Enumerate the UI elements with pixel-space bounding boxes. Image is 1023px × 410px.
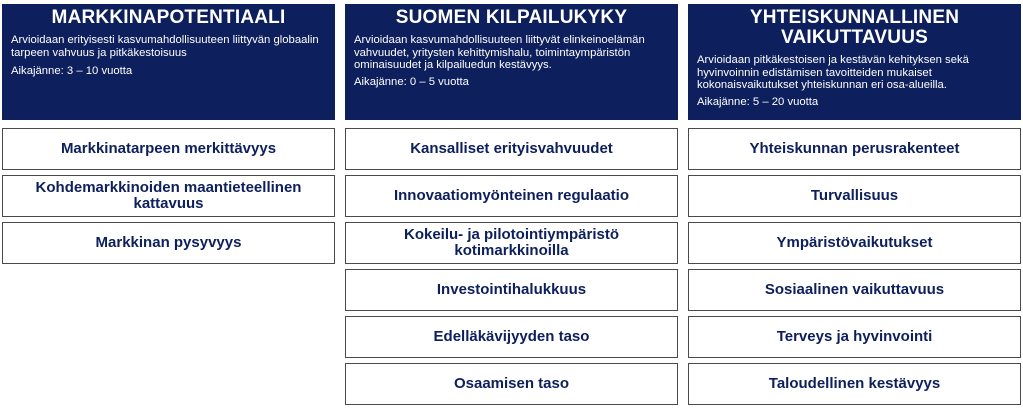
column-description: Arvioidaan kasvumahdollisuuteen liittyvät elinkeinoelämän vahvuudet, yritysten kehittymishalu, toimintaympäristön ominaisuudet ja kilpailuedun kestävyys. <box>354 34 645 71</box>
criterion-box: Markkinan pysyvyys <box>2 222 335 264</box>
criterion-box: Yhteiskunnan perusrakenteet <box>688 128 1021 170</box>
column-header <box>2 4 335 120</box>
column-title: YHTEISKUNNALLINEN VAIKUTTAVUUS <box>749 7 960 48</box>
column-societal-impact <box>688 4 1021 410</box>
column-timespan: Aikajänne: 3 – 10 vuotta <box>11 65 133 77</box>
criterion-box: Innovaatiomyönteinen regulaatio <box>345 175 678 217</box>
criterion-box: Osaamisen taso <box>345 363 678 405</box>
column-finland-competitiveness <box>345 4 678 410</box>
column-timespan: Aikajänne: 0 – 5 vuotta <box>354 75 469 88</box>
column-title: MARKKINAPOTENTIAALI <box>51 7 286 28</box>
criterion-box: Investointihalukkuus <box>345 269 678 311</box>
criterion-box: Taloudellinen kestävyys <box>688 363 1021 405</box>
criterion-box: Kokeilu- ja pilotointiympäristö kotimarkkinoilla <box>345 222 678 264</box>
column-title: SUOMEN KILPAILUKYKY <box>395 7 628 28</box>
criterion-box: Kansalliset erityisvahvuudet <box>345 128 678 170</box>
column-market-potential <box>2 4 335 269</box>
criterion-box: Sosiaalinen vaikuttavuus <box>688 269 1021 311</box>
criterion-box: Turvallisuus <box>688 175 1021 217</box>
column-timespan: Aikajänne: 5 – 20 vuotta <box>697 95 819 108</box>
criteria-list <box>2 128 335 264</box>
criterion-box: Markkinatarpeen merkittävyys <box>2 128 335 170</box>
column-description: Arvioidaan pitkäkestoisen ja kestävän kehityksen sekä hyvinvoinnin edistämisen tavoitteiden mukaiset kokonaisvaikutukset yhteiskunnan eri osa-alueilla. <box>697 54 969 91</box>
column-description: Arvioidaan erityisesti kasvumahdollisuuteen liittyvän globaalin tarpeen vahvuus ja pitkäkestoisuus <box>11 34 319 59</box>
criterion-box: Kohdemarkkinoiden maantieteellinen kattavuus <box>2 175 335 217</box>
column-header <box>688 4 1021 120</box>
criteria-list <box>345 128 678 405</box>
criteria-list <box>688 128 1021 405</box>
column-header <box>345 4 678 120</box>
criterion-box: Ympäristövaikutukset <box>688 222 1021 264</box>
criterion-box: Edelläkävijyyden taso <box>345 316 678 358</box>
criterion-box: Terveys ja hyvinvointi <box>688 316 1021 358</box>
